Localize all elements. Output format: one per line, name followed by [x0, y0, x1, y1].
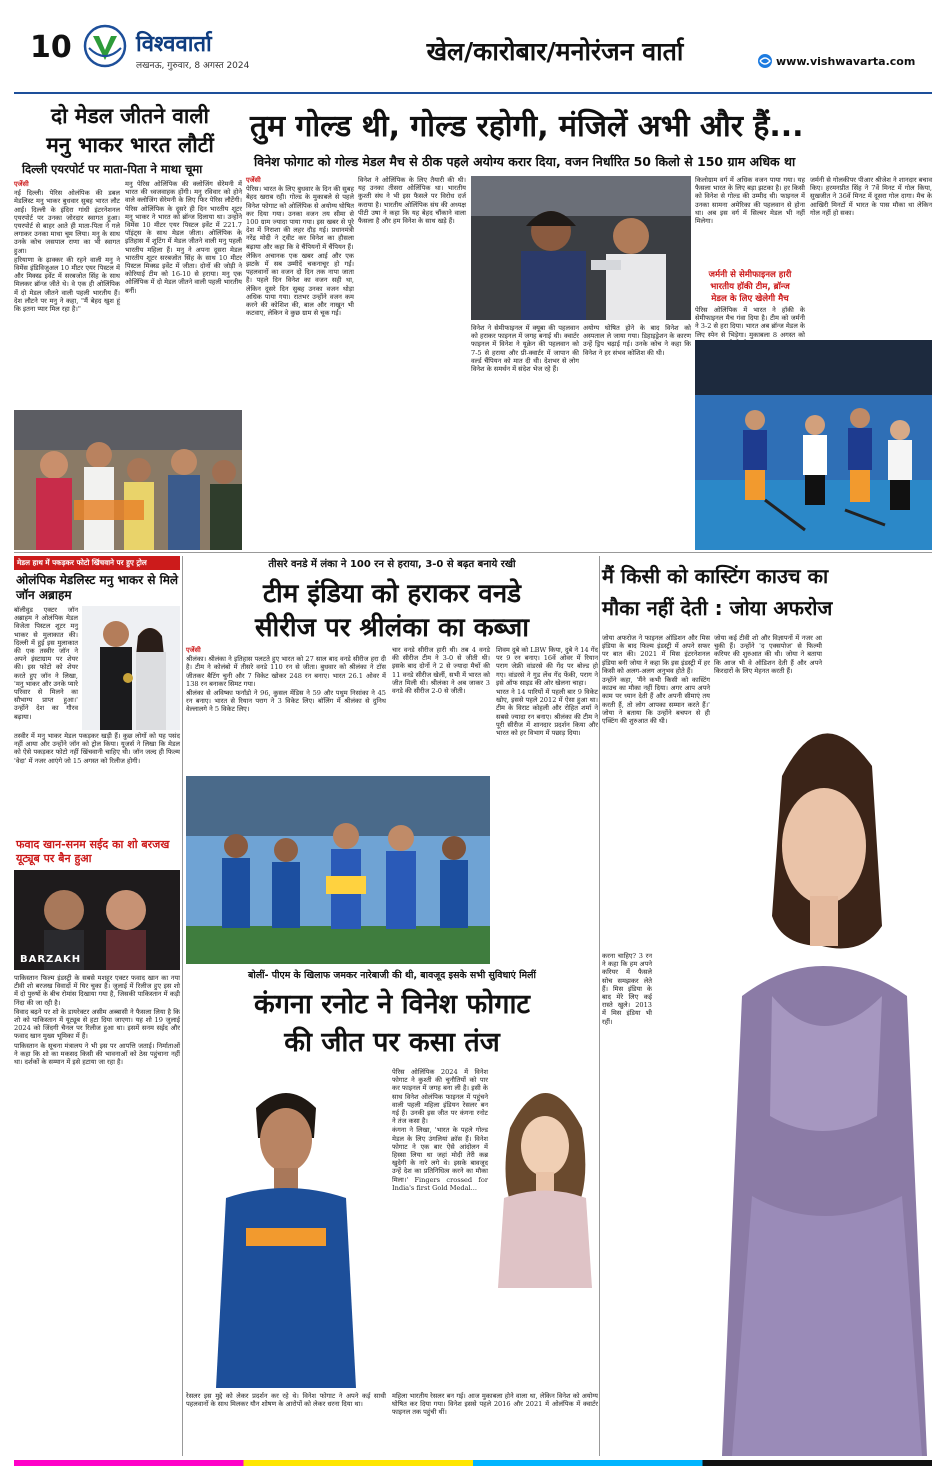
cricket-para-5: भारत ने 14 पारियों में पहली बार 9 विकेट खोए, इससे पहले 2012 में ऐसा हुआ था। टीम के विराट कोहली और रोहित शर्मा ने सबसे ज्यादा रन बनाए। श्रीलंका की टीम ने पूरी सीरीज में शानदार प्रदर्शन किया और भारत को हर विभाग में पछाड़ दिया।	[496, 688, 598, 738]
manu-body-col2	[125, 180, 242, 408]
kangana-para-1: पेरिस ओलिंपिक 2024 में विनेश फोगाट ने कुश्ती की चुनौतियों को पार कर फाइनल में जगह बना ली है। इसी के साथ विनेश ओलंपिक फाइनल में पहुंचने वाली पहली महिला इंडियन रेसलर बन गई हैं। उनकी इस जीत पर कंगना रनोट ने तंज कसा है।	[392, 1068, 488, 1126]
zoya-body-col3	[602, 952, 652, 1262]
zoya-para-3: जोया कई टीवी शो और विज्ञापनों में नजर आ चुकी हैं। उन्होंने 'द एक्सपोज' से फिल्मी करियर की शुरुआत की थी। जोया ने बताया कि आज भी वे ऑडिशन देती हैं और अपने किरदारों के लिए मेहनत करती हैं।	[714, 634, 822, 675]
john-article	[14, 556, 180, 836]
john-kicker: मेडल हाथ में पकड़कर फोटो खिंचवाने पर हुए ट्रोल	[14, 556, 180, 570]
cricket-para-2: श्रीलंका से अविष्का फर्नांडो ने 96, कुसल मेंडिस ने 59 और पथुम निसांका ने 45 रन बनाए। भारत से रियान पराग ने 3 विकेट लिए। बॉलिंग में श्रीलंका से दुनिथ वेल्लालगे ने 5 विकेट लिए।	[186, 689, 386, 714]
fawad-headline: फवाद खान-सनम सईद का शो बरजख यूट्यूब पर बैन हुआ	[16, 838, 170, 865]
kangana-headline-2: की जीत पर कसा तंज	[284, 1027, 500, 1058]
john-headline: ओलंपिक मेडलिस्ट मनु भाकर से मिले जॉन अब्राहम	[16, 573, 179, 602]
john-para-2: तस्वीर में मनु भाकर मेडल पकड़कर खड़ी हैं। कुछ लोगों को यह पसंद नहीं आया और उन्होंने जॉन को ट्रोल किया। यूजर्स ने लिखा कि मेडल को ऐसे पकड़कर फोटो नहीं खिंचवानी चाहिए थी। जॉन जल्द ही फिल्म 'वेदा' में नजर आएंगे जो 15 अगस्त को रिलीज होगी।	[14, 732, 180, 765]
fawad-body	[14, 974, 180, 1456]
kangana-para-4: महिला भारतीय रेसलर बन गई। आज मुकाबला होने वाला था, लेकिन विनेश को अयोग्य घोषित कर दिया गया। विनेश इससे पहले 2016 और 2021 में ओलंपिक में क्वार्टर फाइनल तक पहुंची थीं।	[392, 1392, 598, 1417]
page-number: 10	[30, 30, 72, 65]
cricket-body-col3	[496, 646, 598, 964]
hockey-box-body	[695, 306, 805, 338]
vinesh-para-6: अयोग्य घोषित होने के बाद विनेश को अस्पताल ले जाया गया। डिहाइड्रेशन के कारण उन्हें ड्रिप चढ़ाई गई। उनके कोच ने कहा कि विनेश ने हर संभव कोशिश की थी।	[583, 324, 691, 357]
fawad-article	[14, 838, 180, 1456]
vinesh-para-1: पेरिस। भारत के लिए बुधवार के दिन की सुबह बेहद खराब रही। गोल्ड के मुकाबले से पहले विनेश फोगाट को ओलिंपिक से अयोग्य घोषित कर दिया गया। उनका वजन तय सीमा से 100 ग्राम ज्यादा पाया गया। इस खबर से पूरे देश में निराशा की लहर दौड़ गई। प्रधानमंत्री नरेंद्र मोदी ने ट्वीट कर विनेश का हौसला बढ़ाया और कहा कि वे चैंपियनों में चैंपियन हैं।	[246, 185, 354, 251]
manu-para-2: हरियाणा के ढ़ाक्कर की रहने वाली मनु ने विमेंस इंडिविजुअल 10 मीटर एयर पिस्टल में और मिक्स्ड इवेंट में सरबजोत सिंह के साथ मिलकर ब्रॉन्ज जीते थे। वे एक ही ओलिंपिक में दो मेडल जीतने वाली पहली भारतीय हैं। देश लौटने पर मनु ने कहा, "मैं बेहद खुश हूं कि इतना प्यार मिल रहा है।"	[14, 255, 120, 314]
vinesh-para-5: किलोग्राम वर्ग में अधिक वजन पाया गया। यह फैसला भारत के लिए बड़ा झटका है। हर किसी को विनेश से गोल्ड की उम्मीद थी। फाइनल में उनका सामना अमेरिका की पहलवान से होना था। अब इस वर्ग में सिल्वर मेडल भी नहीं मिलेगा।	[695, 176, 805, 226]
kangana-vinesh-photo	[186, 1068, 386, 1388]
hockey-para-2: जर्मनी से गोलकीपर पीआर श्रीजेश ने शानदार बचाव किए। हरमनप्रीत सिंह ने 7वें मिनट में गोल किया, सुखजीत ने 36वें मिनट में दूसरा गोल दागा। मैच के आखिरी मिनटों में भारत के पास मौका था लेकिन गोल नहीं हो सका।	[810, 176, 932, 217]
vinesh-body-col3	[471, 324, 579, 550]
cricket-kicker: तीसरे वनडे में लंका ने 100 रन से हराया, 3-0 से बढ़त बनाये रखी	[268, 559, 516, 570]
kangana-headline-1: कंगना रनोट ने विनेश फोगाट	[253, 989, 531, 1020]
barzakh-poster-title: BARZAKH	[20, 954, 82, 965]
vinesh-para-3: विनेश ने ओलिंपिक के लिए तैयारी की थी। यह उनका तीसरा ओलिंपिक था। भारतीय कुश्ती संघ ने भी इस फैसले पर विरोध दर्ज कराया है। भारतीय ओलिंपिक संघ की अध्यक्ष पीटी उषा ने कहा कि यह बेहद चौंकाने वाला फैसला है और हम विनेश के साथ खड़े हैं।	[358, 176, 466, 226]
kangana-para-3: रेसलर इस मुद्दे को लेकर प्रदर्शन कर रहे थे। विनेश फोगाट ने अपने कई साथी पहलवानों के साथ मिलकर यौन शोषण के आरोपों को लेकर धरना दिया था।	[186, 1392, 386, 1409]
cricket-headline-1: टीम इंडिया को हराकर वनडे	[262, 579, 522, 609]
fawad-para-3: पाकिस्तान के सूचना मंत्रालय ने भी इस पर आपत्ति जताई। निर्माताओं ने कहा कि शो का मकसद किसी की भावनाओं को ठेस पहुंचाना नहीं था। दर्शकों के सम्मान में इसे हटाया जा रहा है।	[14, 1041, 180, 1067]
cricket-article	[186, 556, 598, 964]
cricket-body-col2	[392, 646, 490, 772]
hockey-box-line-1: जर्मनी से सेमीफाइनल हारी	[708, 270, 792, 280]
kangana-photo	[492, 1068, 598, 1288]
print-color-bar	[14, 1460, 932, 1466]
vinesh-byline: एजेंसी	[246, 176, 261, 184]
paper-name: विश्ववार्ता	[136, 32, 212, 57]
zoya-photo	[712, 696, 932, 1456]
manu-para-1: नई दिल्ली। पेरिस ओलंपिक की डबल मेडलिस्ट मनु भाकर बुधवार सुबह भारत लौट आईं। दिल्ली के इंदिरा गांधी इंटरनेशनल एयरपोर्ट पर उनका जोरदार स्वागत हुआ। एयरपोर्ट से बाहर आते ही माता-पिता ने गले लगाकर उनका माथा चूम लिया। मनु के साथ उनके कोच जसपाल राणा का भी स्वागत हुआ।	[14, 189, 120, 255]
kangana-article	[186, 968, 598, 1456]
zoya-headline-1: मैं किसी को कास्टिंग काउच का	[602, 564, 829, 588]
kangana-body-col1	[392, 1068, 488, 1386]
cricket-photo	[186, 776, 490, 964]
cricket-para-3: चार वनडे सीरीज हारी थी। तब 4 वनडे की सीरीज टीम ने 3-0 से जीती थी। इसके बाद दोनों ने 2 से ज्यादा मैचों की 11 वनडे सीरीज खेलीं, सभी में भारत को जीत मिली थी। श्रीलंका ने अब जाकर 3 वनडे की सीरीज 2-0 से जीती।	[392, 646, 490, 696]
john-body-bottom	[14, 732, 180, 836]
hockey-body-col	[810, 176, 932, 336]
john-para-1: बॉलीवुड एक्टर जॉन अब्राहम ने ओलंपिक मेडल विजेता पिस्टल शूटर मनु भाकर से मुलाकात की। दिल्ली में हुई इस मुलाकात की एक तस्वीर जॉन ने अपने इंस्टाग्राम पर शेयर की। इस फोटो को शेयर करते हुए जॉन ने लिखा, 'मनु भाकर और उनके प्यारे परिवार से मिलने का सौभाग्य प्राप्त हुआ।' उन्होंने देश का गौरव बढ़ाया।	[14, 606, 78, 721]
header-rule	[14, 92, 932, 94]
manu-body-col1	[14, 180, 120, 408]
manu-headline-2: मनु भाकर भारत लौटीं	[46, 133, 214, 157]
logo-v-icon	[83, 24, 127, 68]
manu-headline-1: दो मेडल जीतने वाली	[51, 104, 209, 128]
web-icon	[757, 53, 773, 69]
manu-byline: एजेंसी	[14, 180, 29, 188]
cricket-byline: एजेंसी	[186, 646, 201, 654]
vinesh-body-col1	[246, 176, 354, 550]
manu-subhead: दिल्ली एयरपोर्ट पर माता-पिता ने माथा चूमा	[22, 162, 203, 176]
kangana-body-bottom-2	[392, 1392, 598, 1456]
zoya-body-col1	[602, 634, 710, 948]
zoya-para-4: करना चाहिए? 3 रन ने कहा कि हम अपने करियर में फैसले सोच समझकर लेते हैं। मिस इंडिया के बाद मेरे लिए कई रास्ते खुले। 2013 में मिस इंडिया भी रहीं।	[602, 952, 652, 1026]
vinesh-para-4: विनेश ने सेमीफाइनल में क्यूबा की पहलवान को हराकर फाइनल में जगह बनाई थी। क्वार्टर फाइनल में विनेश ने यूक्रेन की पहलवान को 7-5 से हराया और प्री-क्वार्टर में जापान की वर्ल्ड चैंपियन को मात दी थी। देशभर से लोग विनेश के समर्थन में संदेश भेज रहे हैं।	[471, 324, 579, 374]
masthead	[0, 0, 945, 100]
vinesh-subhead: विनेश फोगाट को गोल्ड मेडल मैच से ठीक पहले अयोग्य करार दिया, वजन निर्धारित 50 किलो से 150 ग्राम अधिक था	[254, 154, 796, 169]
kangana-kicker: बोलीं- पीएम के खिलाफ जमकर नारेबाजी की थी, बावजूद इसके सभी सुविधाएं मिलीं	[248, 970, 536, 981]
kangana-para-2: कंगना ने लिखा, 'भारत के पहले गोल्ड मेडल के लिए उंगलियां क्रॉस हैं। विनेश फोगाट ने एक बार ऐसे आंदोलन में हिस्सा लिया था जहां मोदी तेरी कब्र खुदेगी के नारे लगे थे। इसके बावजूद उन्हें देश का प्रतिनिधित्व करने का मौका मिला।' Fingers crossed for India's first Gold Medal...	[392, 1126, 488, 1192]
vinesh-body-col4	[583, 324, 691, 550]
kangana-body-bottom-1	[186, 1392, 386, 1456]
col-rule-right	[599, 556, 600, 1456]
fawad-para-2: विवाद बढ़ने पर शो के डायरेक्टर असीम अब्बासी ने फैसला लिया है कि शो को पाकिस्तान में यूट्यूब से हटा दिया जाएगा। यह शो 19 जुलाई 2024 को जिंदगी चैनल पर रिलीज हुआ था। इसमें सनम सईद और फवाद खान मुख्य भूमिका में हैं।	[14, 1007, 180, 1041]
manu-para-3: मनु पेरिस ओलिंपिक की क्लोजिंग सेरेमनी में भारत की ध्वजवाहक होंगी। मनु रविवार को होने वाले क्लोजिंग सेरेमनी के लिए फिर पेरिस लौटेंगी। पेरिस ओलिंपिक के दूसरे ही दिन भारतीय शूटर मनु भाकर ने भारत को ब्रॉन्ज दिलाया था। उन्होंने विमेंस 10 मीटर एयर पिस्टल इवेंट में 221.7 पॉइंट्स के साथ मेडल जीता। ओलिंपिक के इतिहास में शूटिंग में मेडल जीतने वाली मनु पहली भारतीय महिला हैं। मनु ने अपना दूसरा मेडल भारतीय शूटर सरबजोत सिंह के साथ 10 मीटर पिस्टल मिक्स्ड इवेंट में जीता। दोनों की जोड़ी ने कोरियाई टीम को 16-10 से हराया। मनु एक ओलिंपिक में दो मेडल जीतने वाली पहली भारतीय बनीं।	[125, 180, 242, 295]
hockey-box-line-2: भारतीय हॉकी टीम, ब्रॉन्ज	[710, 282, 790, 292]
zoya-para-2: उन्होंने कहा, 'मैंने कभी किसी को कास्टिंग काउच का मौका नहीं दिया। अगर आप अपने काम पर ध्यान देती हैं और अपनी सीमाएं तय करती हैं, तो लोग आपका सम्मान करते हैं।' जोया ने बताया कि उन्होंने बचपन से ही एक्टिंग की शुरुआत की थी।	[602, 676, 710, 726]
vinesh-para-2: लेकिन अचानक एक खबर आई और एक झटके में सब उम्मीदें चकनाचूर हो गईं। पहलवानों का वजन दो दिन तक नापा जाता है। पहले दिन विनेश का वजन सही था, लेकिन दूसरे दिन सुबह उनका वजन थोड़ा अधिक पाया गया। रातभर उन्होंने वजन कम करने की कोशिश की, बाल और नाखून भी कटवाए, लेकिन वे कुछ ग्राम से चूक गईं।	[246, 251, 354, 318]
website-url[interactable]: www.vishwavarta.com	[776, 55, 916, 68]
zoya-para-1: जोया अफरोज ने फाइनल ऑडिशन और मिस इंडिया के बाद फिल्म इंडस्ट्री में अपने सफर पर बात की। 2021 में मिस इंटरनेशनल इंडिया बनी जोया ने कहा कि इस इंडस्ट्री में हर किसी को अलग-अलग अनुभव होते हैं।	[602, 634, 710, 675]
vinesh-photo	[471, 176, 691, 320]
vinesh-body-col2	[358, 176, 466, 550]
vinesh-headline: तुम गोल्ड थी, गोल्ड रहोगी, मंजिलें अभी और हैं...	[250, 109, 804, 144]
zoya-article	[602, 556, 932, 1456]
city-date: लखनऊ, गुरुवार, 8 अगस्त 2024	[136, 61, 250, 71]
zoya-headline-2: मौका नहीं देती : जोया अफरोज	[602, 596, 833, 620]
fawad-para-1: पाकिस्तान फिल्म इंडस्ट्री के सबसे मशहूर एक्टर फवाद खान का नया टीवी शो बरजख विवादों में घिर चुका है। जुलाई में रिलीज हुए इस शो में दो पुरुषों के बीच रोमांस दिखाया गया है, जिसकी पाकिस्तान में कड़ी निंदा की जा रही है।	[14, 974, 180, 1007]
hockey-box	[695, 268, 805, 338]
cricket-headline-2: सीरीज पर श्रीलंका का कब्जा	[254, 613, 530, 643]
cricket-para-4: शिवम दुबे को LBW किया, दुबे ने 14 गेंद पर 9 रन बनाए। 16वें ओवर में रियान पराग जेफ्री वांडरसे की गेंद पर बोल्ड हो गए। वांडरसे ने गुड लेंथ गेंद फेंकी, पराग ने इसे ऑफ साइड की ओर खेलना चाहा।	[496, 646, 598, 687]
vinesh-article	[246, 98, 932, 550]
col-rule-left	[182, 556, 183, 1456]
john-manu-photo	[82, 606, 180, 730]
cricket-para-1: श्रीलंका। श्रीलंका ने इतिहास पलटते हुए भारत को 27 साल बाद वनडे सीरीज हरा दी है। टीम ने कोलंबो में तीसरे वनडे 110 रन से जीता। बुधवार को श्रीलंका ने टॉस जीतकर बैटिंग चुनी और 7 विकेट खोकर 248 रन बनाए। भारत 26.1 ओवर में 138 रन बनाकर सिमट गया।	[186, 655, 386, 688]
john-body-top	[14, 606, 78, 730]
hockey-box-line-3: मेडल के लिए खेलेगी मैच	[711, 294, 789, 304]
manu-airport-photo	[14, 410, 242, 550]
cricket-body-col1	[186, 646, 386, 772]
hockey-photo	[695, 340, 932, 550]
row-divider-1	[14, 552, 932, 553]
barzakh-poster	[14, 870, 180, 970]
section-title: खेल/कारोबार/मनोरंजन वार्ता	[426, 37, 684, 66]
manu-article	[14, 98, 242, 550]
hockey-para-1: पेरिस ओलिंपिक में भारत ने हॉकी के सेमीफाइनल मैच गंवा दिया है। टीम को जर्मनी ने 3-2 से हरा दिया। भारत अब ब्रॉन्ज मेडल के लिए स्पेन से भिड़ेगा। मुकाबला 8 अगस्त को	[695, 306, 805, 339]
